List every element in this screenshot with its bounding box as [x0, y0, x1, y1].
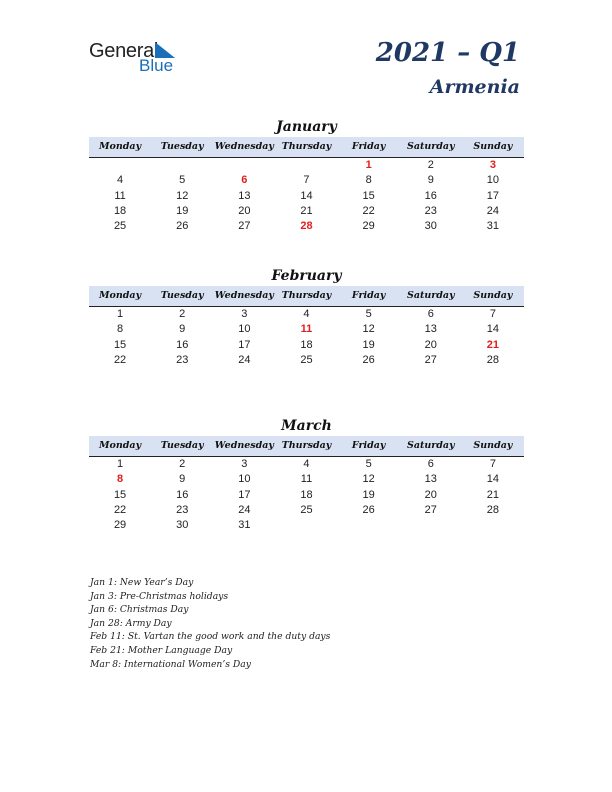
- week-row: [89, 488, 524, 503]
- day-cell: 28: [486, 503, 500, 516]
- month-name: January: [276, 119, 337, 135]
- day-cell: 12: [362, 323, 375, 336]
- day-cell: 4: [303, 458, 310, 470]
- day-cell: 10: [238, 473, 251, 486]
- day-cell: 13: [424, 323, 437, 336]
- page-title: 2021 – Q1: [375, 38, 520, 68]
- weekday-label: Sunday: [473, 440, 513, 451]
- day-cell: 24: [238, 503, 251, 516]
- holiday-note: Jan 28: Army Day: [90, 617, 172, 629]
- empty-day-cell: [275, 158, 337, 173]
- weekday-label: Friday: [351, 141, 386, 152]
- day-cell: 30: [176, 519, 189, 532]
- day-cell: 14: [486, 323, 500, 336]
- weekday-label: Monday: [99, 290, 142, 301]
- weekday-label: Thursday: [281, 440, 332, 451]
- day-cell: 25: [300, 503, 313, 516]
- day-cell: 29: [113, 519, 127, 532]
- day-cell: 19: [362, 488, 375, 501]
- day-cell: 10: [486, 174, 500, 187]
- weekday-label: Tuesday: [160, 290, 204, 301]
- weekday-label: Tuesday: [160, 141, 204, 152]
- day-cell: 11: [300, 473, 313, 486]
- day-cell: 17: [238, 488, 251, 501]
- day-cell: 7: [489, 458, 496, 470]
- week-row: [89, 503, 524, 518]
- week-row: [89, 322, 524, 337]
- day-cell: 26: [362, 353, 375, 366]
- day-cell: 18: [113, 204, 127, 217]
- day-cell: 17: [238, 338, 251, 351]
- empty-day-cell: [275, 518, 337, 533]
- day-cell: 7: [489, 308, 496, 320]
- day-cell: 23: [176, 353, 189, 366]
- day-cell: 22: [362, 204, 375, 217]
- day-cell: 6: [427, 308, 434, 320]
- day-cell: 28: [486, 353, 500, 366]
- day-cell: 23: [176, 503, 189, 516]
- day-cell: 15: [362, 189, 375, 202]
- weekday-label: Friday: [351, 440, 386, 451]
- weekday-label: Friday: [351, 290, 386, 301]
- day-cell: 21: [300, 204, 313, 217]
- day-cell: 21: [486, 338, 500, 351]
- holiday-note: Jan 6: Christmas Day: [90, 604, 189, 616]
- weekday-label: Thursday: [281, 290, 332, 301]
- weekday-header: [89, 137, 524, 158]
- day-cell: 29: [362, 220, 375, 233]
- month-name: March: [281, 418, 332, 434]
- day-cell: 8: [117, 323, 124, 336]
- day-cell: 5: [365, 458, 372, 470]
- day-cell: 5: [365, 308, 372, 320]
- day-cell: 22: [113, 353, 127, 366]
- week-row: [89, 472, 524, 487]
- logo: [89, 40, 189, 76]
- day-cell: 18: [300, 338, 313, 351]
- holiday-note: Jan 1: New Year’s Day: [90, 577, 194, 588]
- day-cell: 8: [365, 174, 372, 187]
- day-cell: 24: [238, 353, 251, 366]
- month-march: [89, 416, 524, 533]
- day-cell: 20: [238, 204, 251, 217]
- week-row: [89, 338, 524, 353]
- day-cell: 11: [114, 189, 126, 202]
- weekday-label: Monday: [99, 440, 142, 451]
- week-row: [89, 204, 524, 219]
- weekday-label: Monday: [99, 141, 142, 152]
- day-cell: 6: [241, 174, 248, 187]
- day-cell: 28: [300, 220, 313, 233]
- day-cell: 1: [117, 308, 124, 320]
- weekday-label: Wednesday: [214, 290, 274, 301]
- weekday-header: [89, 286, 524, 307]
- day-cell: 9: [427, 174, 434, 187]
- week-row: [89, 173, 524, 188]
- day-cell: 24: [486, 204, 500, 217]
- day-cell: 5: [179, 174, 186, 187]
- day-cell: 2: [179, 458, 186, 470]
- day-cell: 12: [362, 473, 375, 486]
- day-cell: 8: [117, 473, 124, 486]
- holiday-note: Feb 11: St. Vartan the good work and the duty days: [90, 631, 331, 643]
- day-cell: 23: [424, 204, 437, 217]
- day-cell: 10: [238, 323, 251, 336]
- day-cell: 20: [424, 488, 437, 501]
- week-row: [89, 457, 524, 472]
- day-cell: 3: [241, 458, 248, 470]
- logo-general-text: General: [89, 40, 159, 62]
- day-cell: 16: [176, 488, 189, 501]
- empty-day-cell: [400, 518, 462, 533]
- day-cell: 17: [486, 189, 500, 202]
- day-cell: 18: [300, 488, 313, 501]
- day-cell: 3: [241, 308, 248, 320]
- weekday-label: Saturday: [406, 141, 455, 152]
- weekday-label: Wednesday: [214, 440, 274, 451]
- day-cell: 20: [424, 338, 437, 351]
- day-cell: 12: [176, 189, 189, 202]
- day-cell: 19: [362, 338, 375, 351]
- holiday-note: Feb 21: Mother Language Day: [90, 644, 233, 656]
- day-cell: 9: [179, 473, 186, 486]
- day-cell: 1: [117, 458, 124, 470]
- logo-blue-text: Blue: [139, 56, 174, 75]
- week-row: [89, 158, 524, 173]
- day-cell: 25: [113, 220, 127, 233]
- day-cell: 2: [179, 308, 186, 320]
- week-row: [89, 307, 524, 322]
- day-cell: 19: [176, 204, 189, 217]
- day-cell: 15: [113, 338, 127, 351]
- day-cell: 9: [179, 323, 186, 336]
- empty-day-cell: [213, 158, 275, 173]
- weekday-header: [89, 436, 524, 457]
- day-cell: 6: [427, 458, 434, 470]
- day-cell: 4: [117, 174, 124, 187]
- weekday-label: Sunday: [473, 141, 513, 152]
- empty-day-cell: [462, 518, 524, 533]
- empty-day-cell: [151, 158, 213, 173]
- weekday-label: Tuesday: [160, 440, 204, 451]
- day-cell: 30: [424, 220, 437, 233]
- day-cell: 31: [238, 519, 251, 532]
- country-name: Armenia: [429, 76, 520, 98]
- week-row: [89, 189, 524, 204]
- day-cell: 13: [424, 473, 437, 486]
- day-cell: 27: [424, 503, 437, 516]
- holiday-note: Mar 8: International Women’s Day: [90, 658, 251, 670]
- weekday-label: Thursday: [281, 141, 332, 152]
- day-cell: 11: [300, 323, 313, 336]
- weekday-label: Wednesday: [214, 141, 274, 152]
- day-cell: 3: [489, 159, 496, 171]
- day-cell: 26: [362, 503, 375, 516]
- month-january: [89, 117, 524, 234]
- holiday-note: Jan 3: Pre-Christmas holidays: [90, 590, 229, 602]
- week-row: [89, 353, 524, 368]
- week-row: [89, 219, 524, 234]
- day-cell: 31: [486, 220, 500, 233]
- week-row: [89, 518, 524, 533]
- day-cell: 16: [424, 189, 437, 202]
- holiday-notes: [90, 576, 510, 671]
- weekday-label: Saturday: [406, 290, 455, 301]
- day-cell: 1: [365, 159, 372, 171]
- day-cell: 14: [486, 473, 500, 486]
- day-cell: 22: [113, 503, 127, 516]
- day-cell: 21: [486, 488, 500, 501]
- day-cell: 26: [176, 220, 189, 233]
- day-cell: 2: [427, 159, 434, 171]
- empty-day-cell: [338, 518, 400, 533]
- day-cell: 13: [238, 189, 251, 202]
- month-name: February: [271, 268, 342, 284]
- day-cell: 16: [176, 338, 189, 351]
- weekday-label: Sunday: [473, 290, 513, 301]
- day-cell: 15: [113, 488, 127, 501]
- day-cell: 4: [303, 308, 310, 320]
- day-cell: 14: [300, 189, 313, 202]
- day-cell: 27: [238, 220, 251, 233]
- day-cell: 27: [424, 353, 437, 366]
- empty-day-cell: [89, 158, 151, 173]
- day-cell: 7: [303, 174, 310, 187]
- weekday-label: Saturday: [406, 440, 455, 451]
- month-february: [89, 266, 524, 368]
- day-cell: 25: [300, 353, 313, 366]
